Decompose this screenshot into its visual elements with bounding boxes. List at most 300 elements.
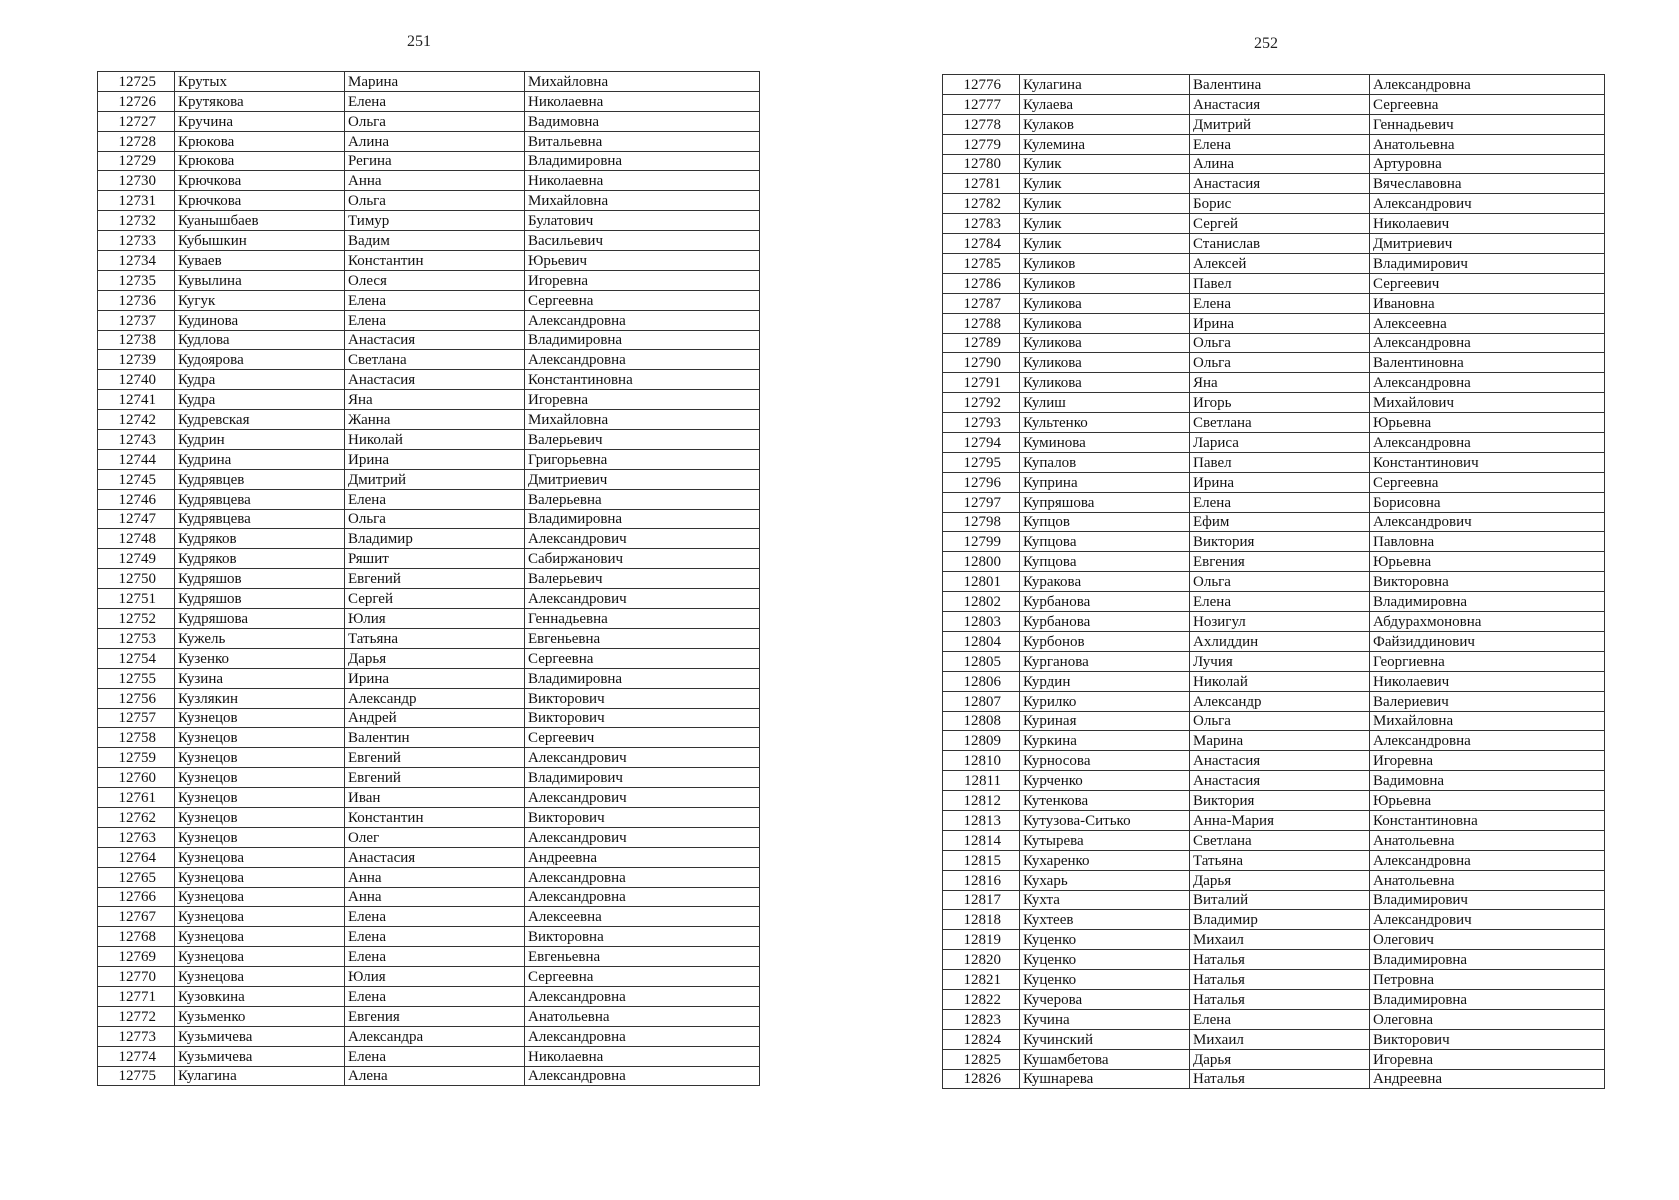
record-number-cell: 12749	[98, 549, 175, 569]
patronymic-cell: Юрьевич	[525, 251, 760, 271]
patronymic-cell: Васильевич	[525, 231, 760, 251]
table-row	[943, 731, 1605, 751]
first-name-cell: Вадим	[345, 231, 525, 251]
last-name-cell: Купалов	[1020, 452, 1190, 472]
record-number-cell: 12812	[943, 791, 1020, 811]
patronymic-cell: Владимировна	[525, 668, 760, 688]
table-row	[943, 373, 1605, 393]
record-number-cell: 12755	[98, 668, 175, 688]
table-row	[943, 552, 1605, 572]
record-number-cell: 12798	[943, 512, 1020, 532]
patronymic-cell: Александрович	[525, 589, 760, 609]
record-number-cell: 12727	[98, 111, 175, 131]
record-number-cell: 12807	[943, 691, 1020, 711]
table-row	[98, 231, 760, 251]
last-name-cell: Курбанова	[1020, 612, 1190, 632]
patronymic-cell: Александровна	[525, 1026, 760, 1046]
last-name-cell: Кузлякин	[175, 688, 345, 708]
last-name-cell: Купцова	[1020, 552, 1190, 572]
last-name-cell: Кулагина	[1020, 75, 1190, 95]
last-name-cell: Кудра	[175, 390, 345, 410]
first-name-cell: Елена	[1190, 134, 1370, 154]
patronymic-cell: Геннадьевна	[525, 609, 760, 629]
last-name-cell: Крючкова	[175, 171, 345, 191]
record-number-cell: 12820	[943, 950, 1020, 970]
record-number-cell: 12768	[98, 927, 175, 947]
first-name-cell: Ольга	[345, 509, 525, 529]
patronymic-cell: Владимировна	[525, 330, 760, 350]
record-number-cell: 12782	[943, 194, 1020, 214]
first-name-cell: Александр	[345, 688, 525, 708]
patronymic-cell: Игоревна	[1370, 1049, 1605, 1069]
patronymic-cell: Сергеевна	[525, 967, 760, 987]
record-number-cell: 12775	[98, 1066, 175, 1086]
patronymic-cell: Александрович	[525, 529, 760, 549]
record-number-cell: 12738	[98, 330, 175, 350]
first-name-cell: Марина	[1190, 731, 1370, 751]
patronymic-cell: Анатольевна	[525, 1006, 760, 1026]
table-row	[943, 512, 1605, 532]
patronymic-cell: Олеговна	[1370, 1009, 1605, 1029]
patronymic-cell: Александрович	[1370, 910, 1605, 930]
first-name-cell: Евгений	[345, 569, 525, 589]
record-number-cell: 12772	[98, 1006, 175, 1026]
last-name-cell: Кудряшова	[175, 609, 345, 629]
last-name-cell: Кудра	[175, 370, 345, 390]
record-number-cell: 12813	[943, 810, 1020, 830]
table-row	[98, 967, 760, 987]
last-name-cell: Кухтеев	[1020, 910, 1190, 930]
record-number-cell: 12810	[943, 751, 1020, 771]
last-name-cell: Кудряков	[175, 549, 345, 569]
table-row	[98, 807, 760, 827]
table-row	[98, 131, 760, 151]
patronymic-cell: Анатольевна	[1370, 870, 1605, 890]
patronymic-cell: Сергеевна	[1370, 94, 1605, 114]
first-name-cell: Ольга	[345, 191, 525, 211]
first-name-cell: Тимур	[345, 211, 525, 231]
first-name-cell: Михаил	[1190, 1029, 1370, 1049]
last-name-cell: Кутузова-Ситько	[1020, 810, 1190, 830]
table-row	[943, 791, 1605, 811]
table-row	[98, 171, 760, 191]
first-name-cell: Елена	[345, 310, 525, 330]
record-number-cell: 12747	[98, 509, 175, 529]
patronymic-cell: Юрьевна	[1370, 791, 1605, 811]
first-name-cell: Анна	[345, 867, 525, 887]
first-name-cell: Борис	[1190, 194, 1370, 214]
record-number-cell: 12816	[943, 870, 1020, 890]
patronymic-cell: Витальевна	[525, 131, 760, 151]
first-name-cell: Дарья	[1190, 1049, 1370, 1069]
patronymic-cell: Анатольевна	[1370, 830, 1605, 850]
patronymic-cell: Анатольевна	[1370, 134, 1605, 154]
patronymic-cell: Михайловна	[525, 72, 760, 92]
first-name-cell: Анна-Мария	[1190, 810, 1370, 830]
record-number-cell: 12726	[98, 91, 175, 111]
first-name-cell: Олег	[345, 827, 525, 847]
last-name-cell: Курганова	[1020, 651, 1190, 671]
patronymic-cell: Владимировна	[1370, 989, 1605, 1009]
table-row	[98, 648, 760, 668]
record-number-cell: 12811	[943, 771, 1020, 791]
first-name-cell: Ольга	[345, 111, 525, 131]
first-name-cell: Олеся	[345, 270, 525, 290]
last-name-cell: Кулаева	[1020, 94, 1190, 114]
first-name-cell: Елена	[1190, 592, 1370, 612]
table-row	[943, 333, 1605, 353]
first-name-cell: Анастасия	[345, 847, 525, 867]
last-name-cell: Культенко	[1020, 413, 1190, 433]
table-row	[98, 947, 760, 967]
patronymic-cell: Владимировна	[1370, 592, 1605, 612]
table-row	[98, 509, 760, 529]
patronymic-cell: Георгиевна	[1370, 651, 1605, 671]
first-name-cell: Владимир	[345, 529, 525, 549]
table-row	[98, 628, 760, 648]
last-name-cell: Кузнецова	[175, 927, 345, 947]
record-number-cell: 12786	[943, 273, 1020, 293]
patronymic-cell: Валерьевна	[525, 489, 760, 509]
table-row	[943, 194, 1605, 214]
name-register-table-left	[97, 71, 760, 1086]
record-number-cell: 12777	[943, 94, 1020, 114]
last-name-cell: Кувылина	[175, 270, 345, 290]
first-name-cell: Светлана	[1190, 413, 1370, 433]
first-name-cell: Ирина	[345, 668, 525, 688]
first-name-cell: Ольга	[1190, 333, 1370, 353]
first-name-cell: Дарья	[345, 648, 525, 668]
last-name-cell: Кузнецов	[175, 728, 345, 748]
first-name-cell: Александра	[345, 1026, 525, 1046]
first-name-cell: Ахлиддин	[1190, 631, 1370, 651]
record-number-cell: 12791	[943, 373, 1020, 393]
table-row	[98, 469, 760, 489]
patronymic-cell: Юрьевна	[1370, 413, 1605, 433]
last-name-cell: Кудоярова	[175, 350, 345, 370]
record-number-cell: 12743	[98, 430, 175, 450]
first-name-cell: Алексей	[1190, 254, 1370, 274]
first-name-cell: Евгения	[1190, 552, 1370, 572]
record-number-cell: 12737	[98, 310, 175, 330]
last-name-cell: Кулик	[1020, 234, 1190, 254]
patronymic-cell: Александровна	[1370, 433, 1605, 453]
table-row	[98, 867, 760, 887]
record-number-cell: 12795	[943, 452, 1020, 472]
table-row	[98, 390, 760, 410]
record-number-cell: 12753	[98, 628, 175, 648]
table-row	[943, 1049, 1605, 1069]
record-number-cell: 12728	[98, 131, 175, 151]
patronymic-cell: Николаевна	[525, 91, 760, 111]
first-name-cell: Виктория	[1190, 532, 1370, 552]
first-name-cell: Алина	[1190, 154, 1370, 174]
table-row	[98, 290, 760, 310]
record-number-cell: 12797	[943, 492, 1020, 512]
patronymic-cell: Николаевич	[1370, 671, 1605, 691]
last-name-cell: Кухта	[1020, 890, 1190, 910]
first-name-cell: Николай	[345, 430, 525, 450]
first-name-cell: Анна	[345, 887, 525, 907]
first-name-cell: Елена	[345, 290, 525, 310]
first-name-cell: Юлия	[345, 609, 525, 629]
patronymic-cell: Андреевна	[1370, 1069, 1605, 1089]
patronymic-cell: Михайловна	[525, 410, 760, 430]
patronymic-cell: Григорьевна	[525, 449, 760, 469]
patronymic-cell: Владимирович	[1370, 254, 1605, 274]
table-row	[98, 270, 760, 290]
record-number-cell: 12736	[98, 290, 175, 310]
record-number-cell: 12793	[943, 413, 1020, 433]
table-row	[943, 950, 1605, 970]
last-name-cell: Кулик	[1020, 174, 1190, 194]
last-name-cell: Кулик	[1020, 154, 1190, 174]
first-name-cell: Наталья	[1190, 950, 1370, 970]
record-number-cell: 12818	[943, 910, 1020, 930]
patronymic-cell: Викторович	[525, 708, 760, 728]
record-number-cell: 12729	[98, 151, 175, 171]
last-name-cell: Кучинский	[1020, 1029, 1190, 1049]
table-row	[943, 711, 1605, 731]
table-row	[98, 788, 760, 808]
last-name-cell: Кузнецова	[175, 847, 345, 867]
last-name-cell: Кузенко	[175, 648, 345, 668]
first-name-cell: Евгения	[345, 1006, 525, 1026]
last-name-cell: Курилко	[1020, 691, 1190, 711]
first-name-cell: Марина	[345, 72, 525, 92]
patronymic-cell: Александровна	[1370, 731, 1605, 751]
last-name-cell: Кухаренко	[1020, 850, 1190, 870]
record-number-cell: 12773	[98, 1026, 175, 1046]
patronymic-cell: Александровна	[525, 310, 760, 330]
patronymic-cell: Игоревна	[525, 390, 760, 410]
last-name-cell: Кузнецова	[175, 947, 345, 967]
table-row	[98, 529, 760, 549]
patronymic-cell: Владимирович	[1370, 890, 1605, 910]
record-number-cell: 12780	[943, 154, 1020, 174]
record-number-cell: 12785	[943, 254, 1020, 274]
last-name-cell: Кучерова	[1020, 989, 1190, 1009]
first-name-cell: Ирина	[345, 449, 525, 469]
table-row	[943, 572, 1605, 592]
first-name-cell: Татьяна	[1190, 850, 1370, 870]
table-row	[98, 191, 760, 211]
last-name-cell: Кудрявцева	[175, 489, 345, 509]
first-name-cell: Дмитрий	[345, 469, 525, 489]
last-name-cell: Кубышкин	[175, 231, 345, 251]
last-name-cell: Кузнецова	[175, 907, 345, 927]
last-name-cell: Кузнецова	[175, 867, 345, 887]
last-name-cell: Куваев	[175, 251, 345, 271]
record-number-cell: 12730	[98, 171, 175, 191]
first-name-cell: Ольга	[1190, 353, 1370, 373]
table-row	[943, 293, 1605, 313]
last-name-cell: Кудрявцев	[175, 469, 345, 489]
first-name-cell: Евгений	[345, 748, 525, 768]
record-number-cell: 12741	[98, 390, 175, 410]
last-name-cell: Курбанова	[1020, 592, 1190, 612]
record-number-cell: 12734	[98, 251, 175, 271]
last-name-cell: Кулаков	[1020, 114, 1190, 134]
first-name-cell: Ирина	[1190, 472, 1370, 492]
last-name-cell: Куракова	[1020, 572, 1190, 592]
patronymic-cell: Александровна	[1370, 333, 1605, 353]
last-name-cell: Кудрин	[175, 430, 345, 450]
patronymic-cell: Юрьевна	[1370, 552, 1605, 572]
patronymic-cell: Александровна	[525, 867, 760, 887]
patronymic-cell: Абдурахмоновна	[1370, 612, 1605, 632]
table-row	[943, 651, 1605, 671]
last-name-cell: Кудинова	[175, 310, 345, 330]
patronymic-cell: Николаевна	[525, 171, 760, 191]
first-name-cell: Юлия	[345, 967, 525, 987]
patronymic-cell: Михайловна	[525, 191, 760, 211]
first-name-cell: Виталий	[1190, 890, 1370, 910]
table-row	[98, 111, 760, 131]
record-number-cell: 12765	[98, 867, 175, 887]
record-number-cell: 12792	[943, 393, 1020, 413]
record-number-cell: 12826	[943, 1069, 1020, 1089]
patronymic-cell: Александровна	[525, 350, 760, 370]
first-name-cell: Константин	[345, 251, 525, 271]
last-name-cell: Куликова	[1020, 353, 1190, 373]
record-number-cell: 12790	[943, 353, 1020, 373]
record-number-cell: 12787	[943, 293, 1020, 313]
record-number-cell: 12760	[98, 768, 175, 788]
record-number-cell: 12735	[98, 270, 175, 290]
table-row	[943, 751, 1605, 771]
patronymic-cell: Викторовна	[1370, 572, 1605, 592]
last-name-cell: Кудлова	[175, 330, 345, 350]
record-number-cell: 12770	[98, 967, 175, 987]
first-name-cell: Алена	[345, 1066, 525, 1086]
record-number-cell: 12761	[98, 788, 175, 808]
record-number-cell: 12802	[943, 592, 1020, 612]
first-name-cell: Елена	[345, 907, 525, 927]
patronymic-cell: Ивановна	[1370, 293, 1605, 313]
first-name-cell: Елена	[345, 1046, 525, 1066]
record-number-cell: 12803	[943, 612, 1020, 632]
record-number-cell: 12776	[943, 75, 1020, 95]
patronymic-cell: Сергеевна	[1370, 472, 1605, 492]
patronymic-cell: Александровна	[1370, 373, 1605, 393]
patronymic-cell: Владимировна	[1370, 950, 1605, 970]
first-name-cell: Елена	[345, 91, 525, 111]
patronymic-cell: Борисовна	[1370, 492, 1605, 512]
table-row	[98, 887, 760, 907]
record-number-cell: 12758	[98, 728, 175, 748]
first-name-cell: Елена	[345, 947, 525, 967]
table-row	[98, 907, 760, 927]
table-row	[943, 134, 1605, 154]
record-number-cell: 12789	[943, 333, 1020, 353]
record-number-cell: 12774	[98, 1046, 175, 1066]
last-name-cell: Куминова	[1020, 433, 1190, 453]
patronymic-cell: Михайлович	[1370, 393, 1605, 413]
table-row	[98, 927, 760, 947]
patronymic-cell: Андреевна	[525, 847, 760, 867]
record-number-cell: 12799	[943, 532, 1020, 552]
record-number-cell: 12824	[943, 1029, 1020, 1049]
record-number-cell: 12801	[943, 572, 1020, 592]
first-name-cell: Нозигул	[1190, 612, 1370, 632]
last-name-cell: Кузнецов	[175, 788, 345, 808]
table-row	[943, 771, 1605, 791]
first-name-cell: Яна	[345, 390, 525, 410]
record-number-cell: 12804	[943, 631, 1020, 651]
patronymic-cell: Александровна	[525, 887, 760, 907]
patronymic-cell: Константинович	[1370, 452, 1605, 472]
last-name-cell: Крутякова	[175, 91, 345, 111]
record-number-cell: 12754	[98, 648, 175, 668]
table-row	[943, 830, 1605, 850]
record-number-cell: 12815	[943, 850, 1020, 870]
first-name-cell: Валентин	[345, 728, 525, 748]
last-name-cell: Кушамбетова	[1020, 1049, 1190, 1069]
last-name-cell: Крючкова	[175, 191, 345, 211]
last-name-cell: Куценко	[1020, 930, 1190, 950]
last-name-cell: Кулик	[1020, 194, 1190, 214]
patronymic-cell: Валентиновна	[1370, 353, 1605, 373]
last-name-cell: Кузина	[175, 668, 345, 688]
first-name-cell: Анастасия	[345, 330, 525, 350]
table-row	[943, 413, 1605, 433]
record-number-cell: 12783	[943, 214, 1020, 234]
last-name-cell: Кушнарева	[1020, 1069, 1190, 1089]
record-number-cell: 12763	[98, 827, 175, 847]
table-row	[943, 353, 1605, 373]
table-row	[943, 592, 1605, 612]
table-row	[943, 631, 1605, 651]
last-name-cell: Кузьмичева	[175, 1046, 345, 1066]
patronymic-cell: Петровна	[1370, 970, 1605, 990]
patronymic-cell: Николаевна	[525, 1046, 760, 1066]
first-name-cell: Анастасия	[1190, 174, 1370, 194]
patronymic-cell: Сабиржанович	[525, 549, 760, 569]
patronymic-cell: Алексеевна	[525, 907, 760, 927]
first-name-cell: Алина	[345, 131, 525, 151]
record-number-cell: 12756	[98, 688, 175, 708]
record-number-cell: 12808	[943, 711, 1020, 731]
patronymic-cell: Владимирович	[525, 768, 760, 788]
table-row	[943, 452, 1605, 472]
last-name-cell: Куликов	[1020, 273, 1190, 293]
last-name-cell: Курбонов	[1020, 631, 1190, 651]
patronymic-cell: Викторович	[525, 688, 760, 708]
record-number-cell: 12757	[98, 708, 175, 728]
record-number-cell: 12771	[98, 986, 175, 1006]
first-name-cell: Анастасия	[345, 370, 525, 390]
table-row	[98, 847, 760, 867]
table-row	[98, 688, 760, 708]
last-name-cell: Куприна	[1020, 472, 1190, 492]
first-name-cell: Анна	[345, 171, 525, 191]
record-number-cell: 12817	[943, 890, 1020, 910]
first-name-cell: Елена	[1190, 492, 1370, 512]
last-name-cell: Куценко	[1020, 950, 1190, 970]
last-name-cell: Кудрина	[175, 449, 345, 469]
patronymic-cell: Викторович	[1370, 1029, 1605, 1049]
last-name-cell: Кухарь	[1020, 870, 1190, 890]
patronymic-cell: Николаевич	[1370, 214, 1605, 234]
table-row	[98, 91, 760, 111]
record-number-cell: 12796	[943, 472, 1020, 492]
table-row	[98, 1046, 760, 1066]
record-number-cell: 12825	[943, 1049, 1020, 1069]
last-name-cell: Купряшова	[1020, 492, 1190, 512]
patronymic-cell: Артуровна	[1370, 154, 1605, 174]
patronymic-cell: Игоревна	[525, 270, 760, 290]
